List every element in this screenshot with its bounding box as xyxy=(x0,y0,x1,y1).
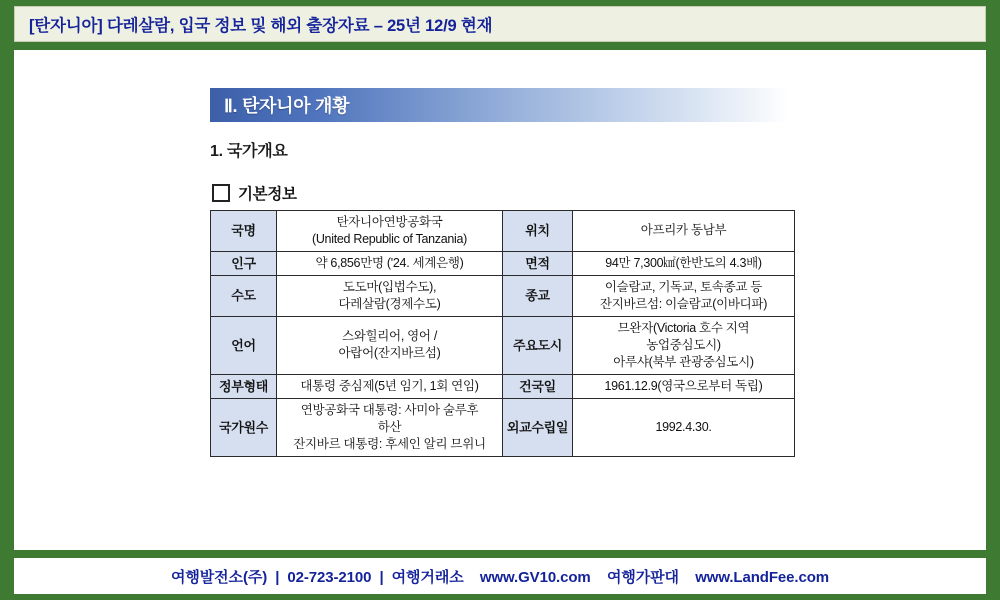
value-line: 다레살람(경제수도) xyxy=(338,297,441,312)
footer-site-1[interactable]: www.GV10.com xyxy=(479,568,591,586)
value-line: 이슬람교, 기독교, 토속종교 등 xyxy=(604,280,763,295)
value-line: 하산 xyxy=(377,420,402,435)
row-label-right: 종교 xyxy=(503,276,573,317)
row-label-right: 위치 xyxy=(503,211,573,252)
value-line: 탄자니아연방공화국 xyxy=(336,215,443,229)
row-label-right: 면적 xyxy=(503,251,573,276)
value-line: 대통령 중심제(5년 임기, 1회 연임) xyxy=(300,379,479,393)
value-line: 도도마(입법수도), xyxy=(342,280,437,295)
value-line: 므완자(Victoria 호수 지역 xyxy=(617,321,750,336)
row-value-right xyxy=(573,211,795,252)
row-value-right xyxy=(573,399,795,457)
row-value-right xyxy=(573,251,795,276)
table-row xyxy=(211,399,795,457)
row-value-left xyxy=(277,374,503,399)
row-label-left: 정부형태 xyxy=(211,374,277,399)
table-row xyxy=(211,374,795,399)
row-value-left xyxy=(277,276,503,317)
row-label-right: 주요도시 xyxy=(503,317,573,375)
row-value-left xyxy=(277,399,503,457)
basic-info-heading xyxy=(212,182,297,204)
row-label-left: 국명 xyxy=(211,211,277,252)
row-label-left: 언어 xyxy=(211,317,277,375)
square-bullet-icon xyxy=(212,184,230,202)
row-label-left: 인구 xyxy=(211,251,277,276)
row-value-right xyxy=(573,276,795,317)
value-line: 1961.12.9(영국으로부터 독립) xyxy=(604,379,763,393)
footer-banner xyxy=(14,558,986,594)
value-line: 잔지바르섬: 이슬람교(이바디파) xyxy=(599,297,768,312)
value-line: 아루샤(북부 관광중심도시) xyxy=(613,354,754,369)
row-value-left xyxy=(277,251,503,276)
slide-canvas xyxy=(14,50,986,550)
footer-partner-1: 여행거래소 xyxy=(391,568,464,586)
table-row xyxy=(211,211,795,252)
table-row xyxy=(211,251,795,276)
footer-site-2[interactable]: www.LandFee.com xyxy=(695,568,829,586)
footer-company: 여행발전소(주) xyxy=(171,568,268,586)
value-line: 약 6,856만명 ('24. 세계은행) xyxy=(315,256,464,271)
row-label-left: 국가원수 xyxy=(211,399,277,457)
value-line: 1992.4.30. xyxy=(655,420,712,435)
header-banner xyxy=(14,6,986,42)
footer-phone: 02-723-2100 xyxy=(287,568,372,586)
sub-heading: 1. 국가개요 xyxy=(210,143,288,160)
footer-separator-2: | xyxy=(379,568,384,586)
row-label-left: 수도 xyxy=(211,276,277,317)
value-line: 스와힐리어, 영어 / xyxy=(341,329,438,344)
country-overview-table xyxy=(210,210,795,457)
row-value-left xyxy=(277,211,503,252)
basic-info-label: 기본정보 xyxy=(238,186,297,203)
value-line: 94만 7,300㎢(한반도의 4.3배) xyxy=(605,256,762,271)
value-line: 아랍어(잔지바르섬) xyxy=(338,346,441,361)
row-label-right: 외교수립일 xyxy=(503,399,573,457)
value-line: (United Republic of Tanzania) xyxy=(311,231,468,246)
value-line: 잔지바르 대통령: 후세인 알리 므위니 xyxy=(293,436,486,451)
value-line: 연방공화국 대통령: 사미아 술루후 xyxy=(300,403,479,418)
row-value-right xyxy=(573,374,795,399)
value-line: 농업중심도시) xyxy=(646,337,721,352)
row-value-left xyxy=(277,317,503,375)
row-label-right: 건국일 xyxy=(503,374,573,399)
section-title: Ⅱ. 탄자니아 개황 xyxy=(224,96,350,116)
footer-separator-1: | xyxy=(275,568,280,586)
table-row xyxy=(211,317,795,375)
row-value-right xyxy=(573,317,795,375)
footer-text xyxy=(171,566,829,587)
value-line: 아프리카 동남부 xyxy=(640,223,727,238)
section-heading-bar xyxy=(210,88,790,122)
page-title: [탄자니아] 다레살람, 입국 정보 및 해외 출장자료 – 25년 12/9 현재 xyxy=(29,17,493,35)
footer-partner-2: 여행가판대 xyxy=(606,568,679,586)
table-row xyxy=(211,276,795,317)
